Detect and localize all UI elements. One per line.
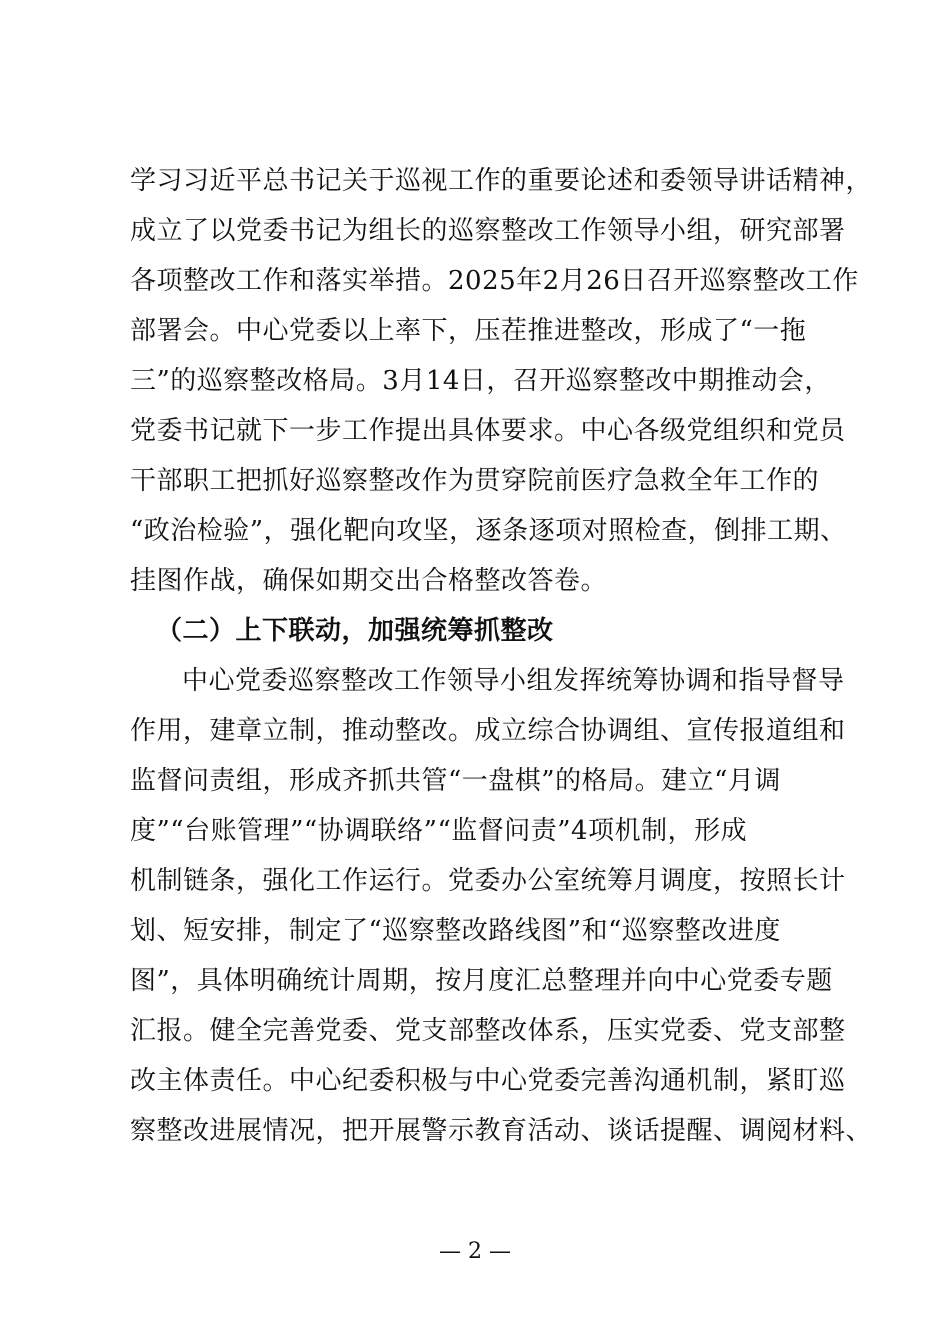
text-line: 监督问责组，形成齐抓共管“一盘棋”的格局。建立“月调 bbox=[130, 766, 781, 796]
text-line: “政治检验”，强化靶向攻坚，逐条逐项对照检查，倒排工期、 bbox=[130, 516, 847, 546]
text-line: 党委书记就下一步工作提出具体要求。中心各级党组织和党员 bbox=[130, 416, 846, 446]
text-line: 干部职工把抓好巡察整改作为贯穿院前医疗急救全年工作的 bbox=[130, 466, 820, 496]
text-line: 划、短安排，制定了“巡察整改路线图”和“巡察整改进度 bbox=[130, 916, 781, 946]
text-line: 三”的巡察整改格局。3月14日，召开巡察整改中期推动会， bbox=[130, 366, 831, 396]
text-line: 成立了以党委书记为组长的巡察整改工作领导小组，研究部署 bbox=[130, 216, 846, 246]
text-line: 挂图作战，确保如期交出合格整改答卷。 bbox=[130, 566, 608, 596]
text-line: 学习习近平总书记关于巡视工作的重要论述和委领导讲话精神， bbox=[130, 166, 873, 196]
text-line: 部署会。中心党委以上率下，压茬推进整改，形成了“一拖 bbox=[130, 316, 807, 346]
text-line: 改主体责任。中心纪委积极与中心党委完善沟通机制，紧盯巡 bbox=[130, 1066, 846, 1096]
text-line: 机制链条，强化工作运行。党委办公室统筹月调度，按照长计 bbox=[130, 866, 846, 896]
text-line: 图”，具体明确统计周期，按月度汇总整理并向中心党委专题 bbox=[130, 966, 833, 996]
text-line: 度”“台账管理”“协调联络”“监督问责”4项机制，形成 bbox=[130, 816, 748, 846]
text-line: 中心党委巡察整改工作领导小组发挥统筹协调和指导督导 bbox=[182, 666, 845, 696]
text-line: 汇报。健全完善党委、党支部整改体系，压实党委、党支部整 bbox=[130, 1016, 846, 1046]
page-number: — 2 — bbox=[439, 1239, 511, 1264]
text-line: 作用，建章立制，推动整改。成立综合协调组、宣传报道组和 bbox=[130, 716, 846, 746]
text-line: 察整改进展情况，把开展警示教育活动、谈话提醒、调阅材料、 bbox=[130, 1116, 873, 1146]
section-heading: （二）上下联动，加强统筹抓整改 bbox=[156, 616, 554, 646]
text-line: 各项整改工作和落实举措。2025年2月26日召开巡察整改工作 bbox=[130, 266, 859, 296]
